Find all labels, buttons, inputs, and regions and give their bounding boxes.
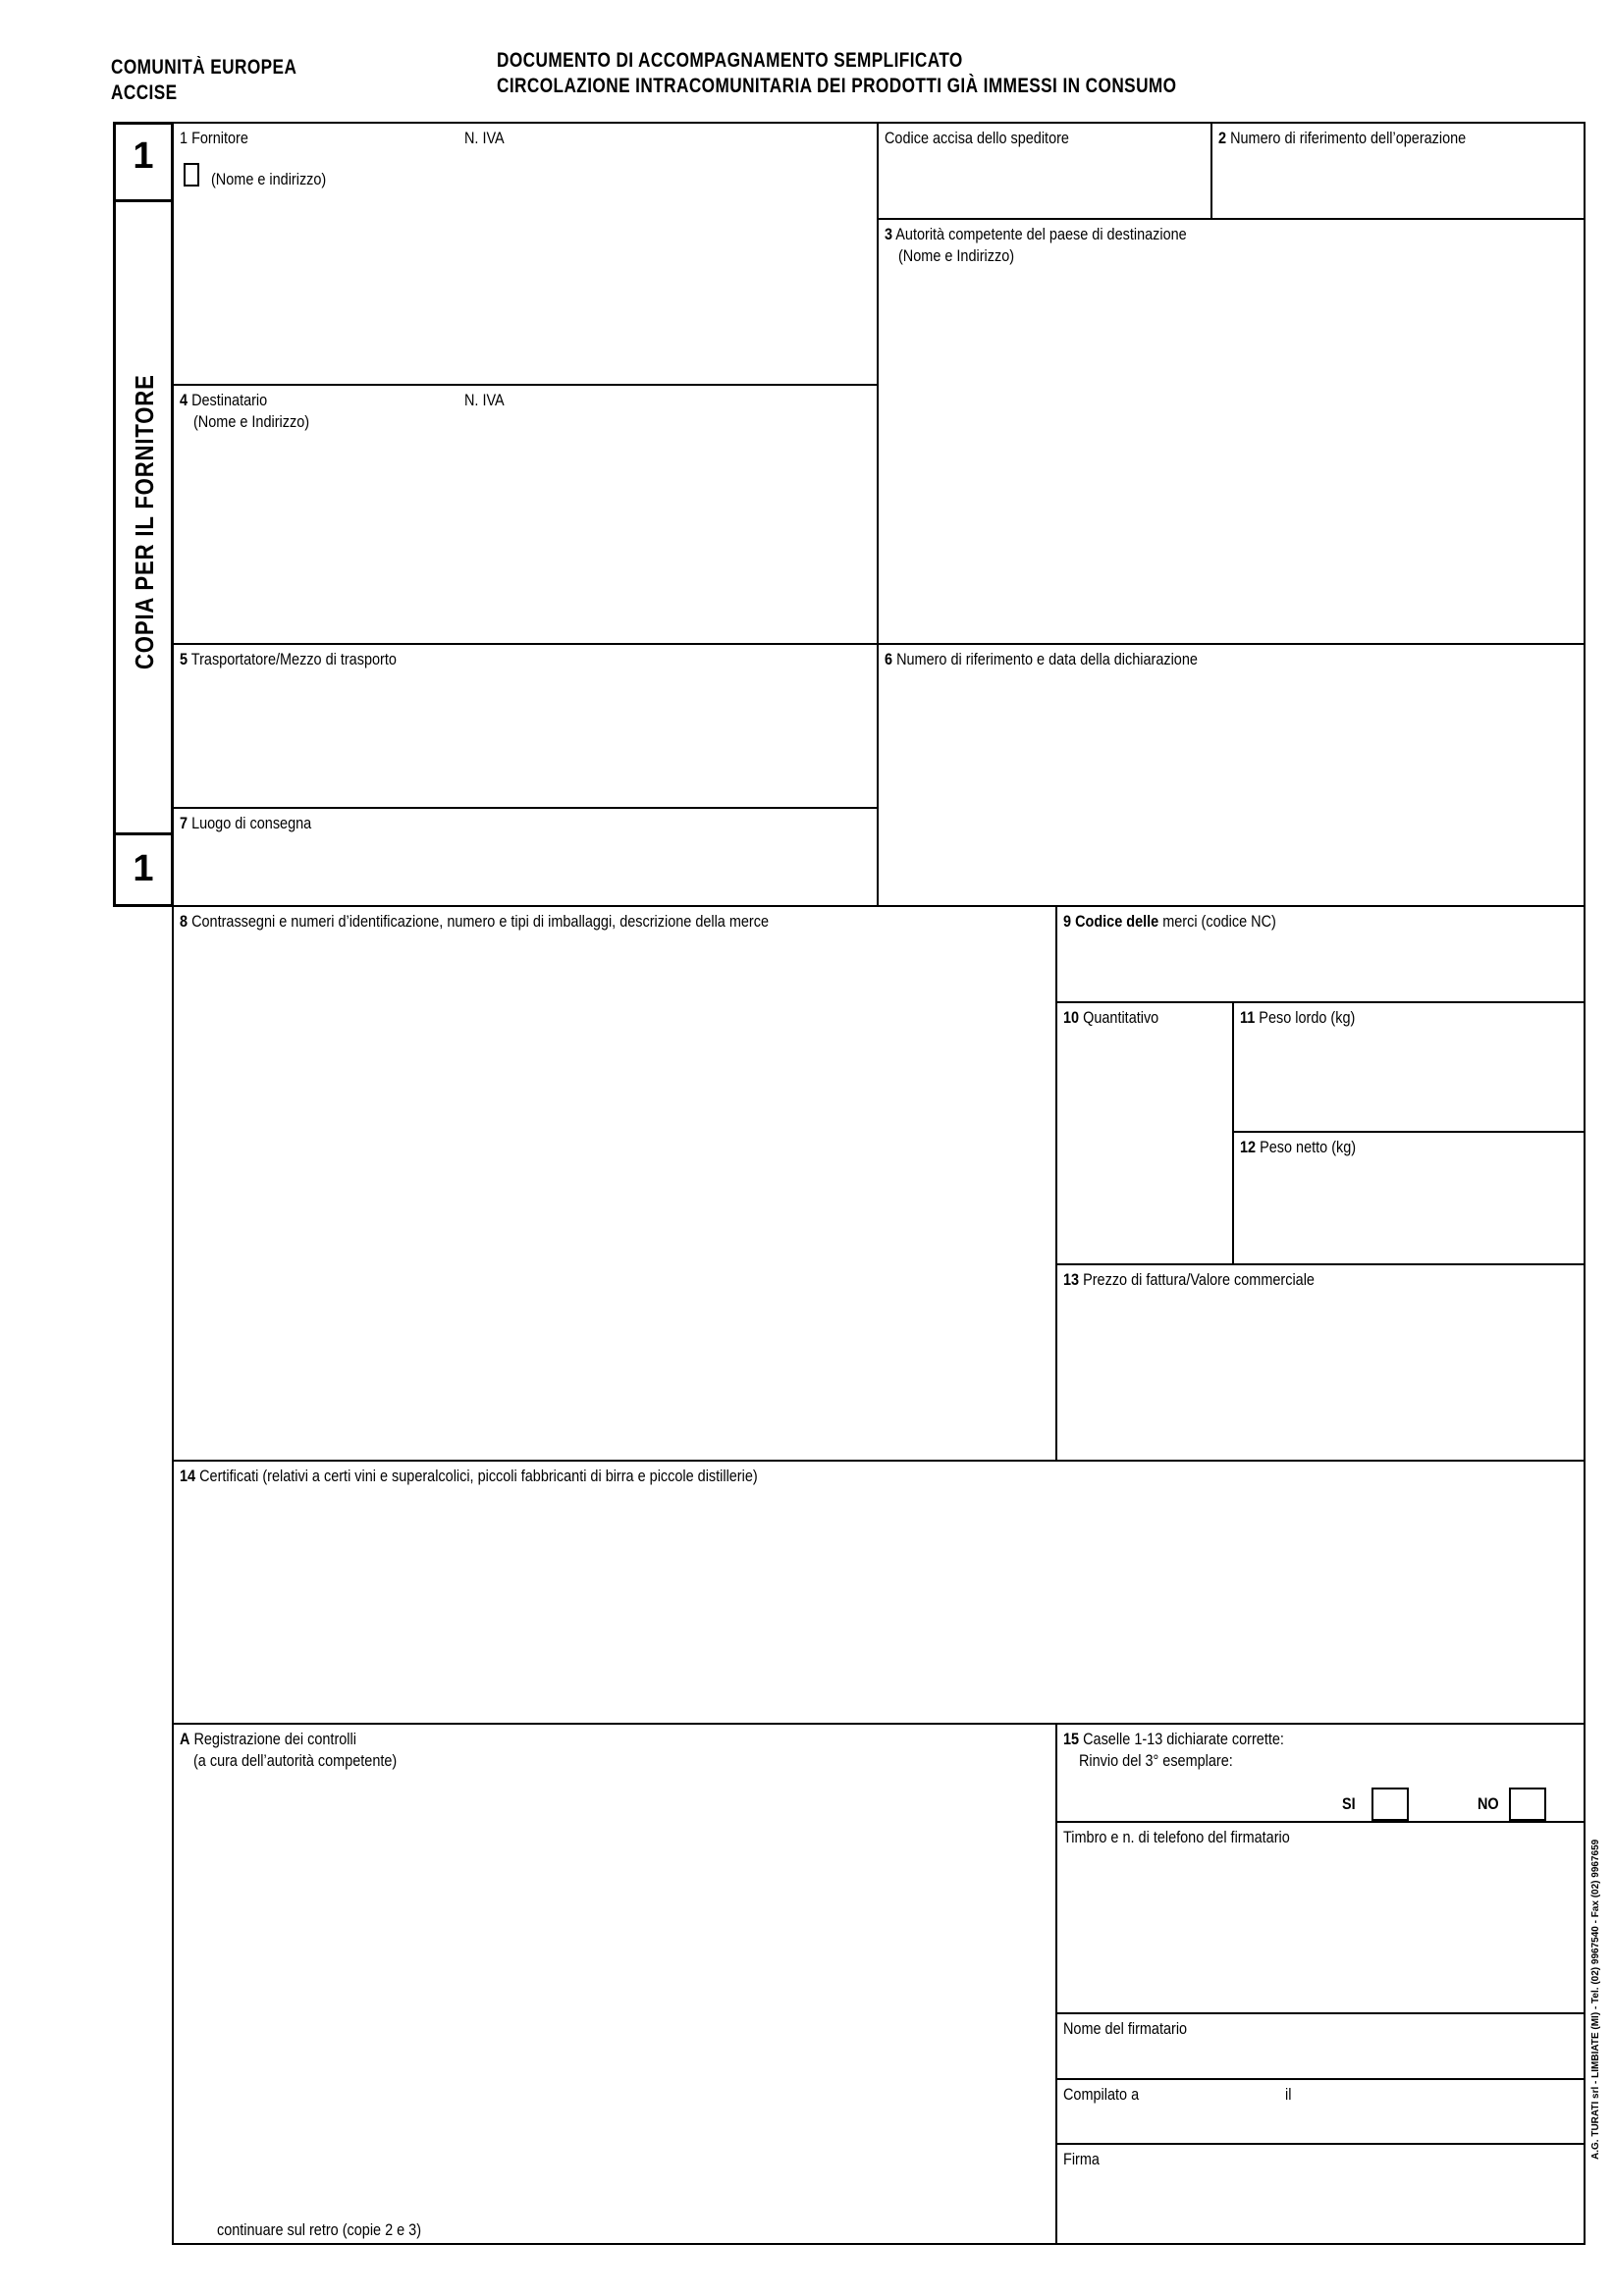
yes-checkbox[interactable] [1371, 1788, 1409, 1821]
copy-number-top-cell [116, 125, 171, 202]
box-signature[interactable] [1055, 2143, 1586, 2245]
stamp-label: Timbro e n. di telefono del firmatario [1063, 1828, 1290, 1846]
excise-code-label: Codice accisa dello speditore [885, 129, 1069, 147]
box-a-control-registration[interactable] [172, 1723, 1057, 2245]
box-a-title: Registrazione dei controlli [193, 1730, 356, 1748]
document-title [497, 48, 1176, 99]
box-14-number: 14 [180, 1467, 196, 1485]
box-7-label [180, 813, 311, 834]
box-signer-name[interactable] [1055, 2012, 1586, 2080]
box-9-title: merci (codice NC) [1162, 912, 1276, 931]
box-stamp-phone[interactable] [1055, 1821, 1586, 2014]
box-9-number: 9 [1063, 912, 1072, 931]
box-a-sublabel: (a cura dell’autorità competente) [193, 1751, 398, 1770]
copy-strip [113, 122, 174, 907]
printer-imprint: A.G. TURATI srl - LIMBIATE (MI) - Tel. (02) 9967540 - Fax (02) 9967659 [1590, 1839, 1601, 2160]
box-8-number: 8 [180, 912, 188, 931]
box-13-title: Prezzo di fattura/Valore commerciale [1083, 1270, 1315, 1289]
no-label: NO [1478, 1794, 1499, 1813]
box-15-label [1063, 1729, 1284, 1750]
box-11-title: Peso lordo (kg) [1259, 1008, 1356, 1027]
box-4-label [180, 390, 267, 411]
box-12-label [1240, 1137, 1356, 1158]
document-title-line2: CIRCOLAZIONE INTRACOMUNITARIA DEI PRODOTTI GIÀ IMMESSI IN CONSUMO [497, 75, 1177, 97]
box-15-sublabel: Rinvio del 3° esemplare: [1079, 1751, 1233, 1770]
box-4-consignee[interactable] [172, 384, 879, 645]
box-5-carrier[interactable] [172, 643, 879, 809]
header-community-line2: ACCISE [111, 81, 178, 104]
box-15-declared-correct [1055, 1723, 1586, 1823]
box-8-goods-description[interactable] [172, 905, 1057, 1462]
box-9-title-bold: Codice delle [1075, 912, 1159, 931]
compiled-place-label: Compilato a [1063, 2085, 1140, 2104]
box-1-sublabel: (Nome e indirizzo) [211, 170, 327, 188]
box-10-title: Quantitativo [1083, 1008, 1159, 1027]
box-a-label [180, 1729, 356, 1750]
box-7-number: 7 [180, 814, 188, 832]
box-14-title: Certificati (relativi a certi vini e superalcolici, piccoli fabbricanti di birra e piccole distillerie) [199, 1467, 758, 1485]
box-10-quantity[interactable] [1055, 1001, 1234, 1265]
box-13-number: 13 [1063, 1270, 1080, 1289]
box-7-title: Luogo di consegna [191, 814, 312, 832]
box-3-number: 3 [885, 225, 893, 243]
box-10-number: 10 [1063, 1008, 1080, 1027]
box-3-label [885, 224, 1187, 245]
box-13-label [1063, 1269, 1315, 1291]
box-3-sublabel: (Nome e Indirizzo) [898, 246, 1015, 265]
box-a-footer: continuare sul retro (copie 2 e 3) [217, 2220, 422, 2239]
box-12-net-weight[interactable] [1232, 1131, 1586, 1265]
copy-number-bottom: 1 [133, 848, 154, 889]
no-checkbox[interactable] [1509, 1788, 1546, 1821]
box-7-delivery-place[interactable] [172, 807, 879, 907]
box-5-number: 5 [180, 650, 188, 668]
box-8-label [180, 911, 769, 933]
box-1-checkbox[interactable] [184, 163, 199, 187]
box-3-title: Autorità competente del paese di destinazione [895, 225, 1187, 243]
box-11-number: 11 [1240, 1008, 1256, 1027]
box-13-invoice-value[interactable] [1055, 1263, 1586, 1462]
box-4-number: 4 [180, 391, 188, 409]
box-12-title: Peso netto (kg) [1260, 1138, 1357, 1156]
copy-label: COPIA PER IL FORNITORE [130, 374, 159, 669]
box-1-number: 1 [180, 129, 188, 147]
box-9-commodity-code[interactable] [1055, 905, 1586, 1003]
copy-number-bottom-cell [116, 832, 171, 904]
box-3-destination-authority[interactable] [877, 218, 1586, 645]
box-14-label [180, 1466, 758, 1487]
copy-number-top: 1 [133, 135, 154, 177]
box-2-number: 2 [1218, 129, 1227, 147]
box-compiled-at[interactable] [1055, 2078, 1586, 2145]
box-11-label [1240, 1007, 1355, 1029]
box-1-label [180, 128, 248, 149]
box-10-label [1063, 1007, 1158, 1029]
box-1-supplier[interactable] [172, 122, 879, 386]
box-2-label [1218, 128, 1466, 149]
box-6-title: Numero di riferimento e data della dichiarazione [896, 650, 1198, 668]
box-15-title: Caselle 1-13 dichiarate corrette: [1083, 1730, 1284, 1748]
box-14-certificates[interactable] [172, 1460, 1586, 1725]
header-community [111, 55, 296, 106]
document-title-line1: DOCUMENTO DI ACCOMPAGNAMENTO SEMPLIFICATO [497, 49, 963, 72]
box-a-number: A [180, 1730, 190, 1748]
box-15-number: 15 [1063, 1730, 1080, 1748]
box-5-title: Trasportatore/Mezzo di trasporto [190, 650, 397, 668]
box-4-vat-label: N. IVA [464, 391, 505, 409]
box-1-vat-label: N. IVA [464, 129, 505, 147]
box-excise-code[interactable] [877, 122, 1212, 220]
box-4-title: Destinatario [191, 391, 268, 409]
box-9-label [1063, 911, 1276, 933]
header-community-line1: COMUNITÀ EUROPEA [111, 56, 297, 79]
box-6-label [885, 649, 1198, 670]
box-8-title: Contrassegni e numeri d’identificazione, numero e tipi di imballaggi, descrizione della merce [191, 912, 770, 931]
box-6-number: 6 [885, 650, 893, 668]
signer-name-label: Nome del firmatario [1063, 2019, 1188, 2038]
box-5-label [180, 649, 397, 670]
box-6-declaration-ref[interactable] [877, 643, 1586, 907]
box-1-title: Fornitore [191, 129, 248, 147]
box-11-gross-weight[interactable] [1232, 1001, 1586, 1133]
box-2-title: Numero di riferimento dell’operazione [1230, 129, 1467, 147]
box-12-number: 12 [1240, 1138, 1257, 1156]
box-4-sublabel: (Nome e Indirizzo) [193, 412, 310, 431]
signature-label: Firma [1063, 2150, 1100, 2168]
compiled-date-label: il [1285, 2085, 1292, 2104]
yes-label: SI [1342, 1794, 1356, 1813]
box-2-operation-ref[interactable] [1210, 122, 1586, 220]
